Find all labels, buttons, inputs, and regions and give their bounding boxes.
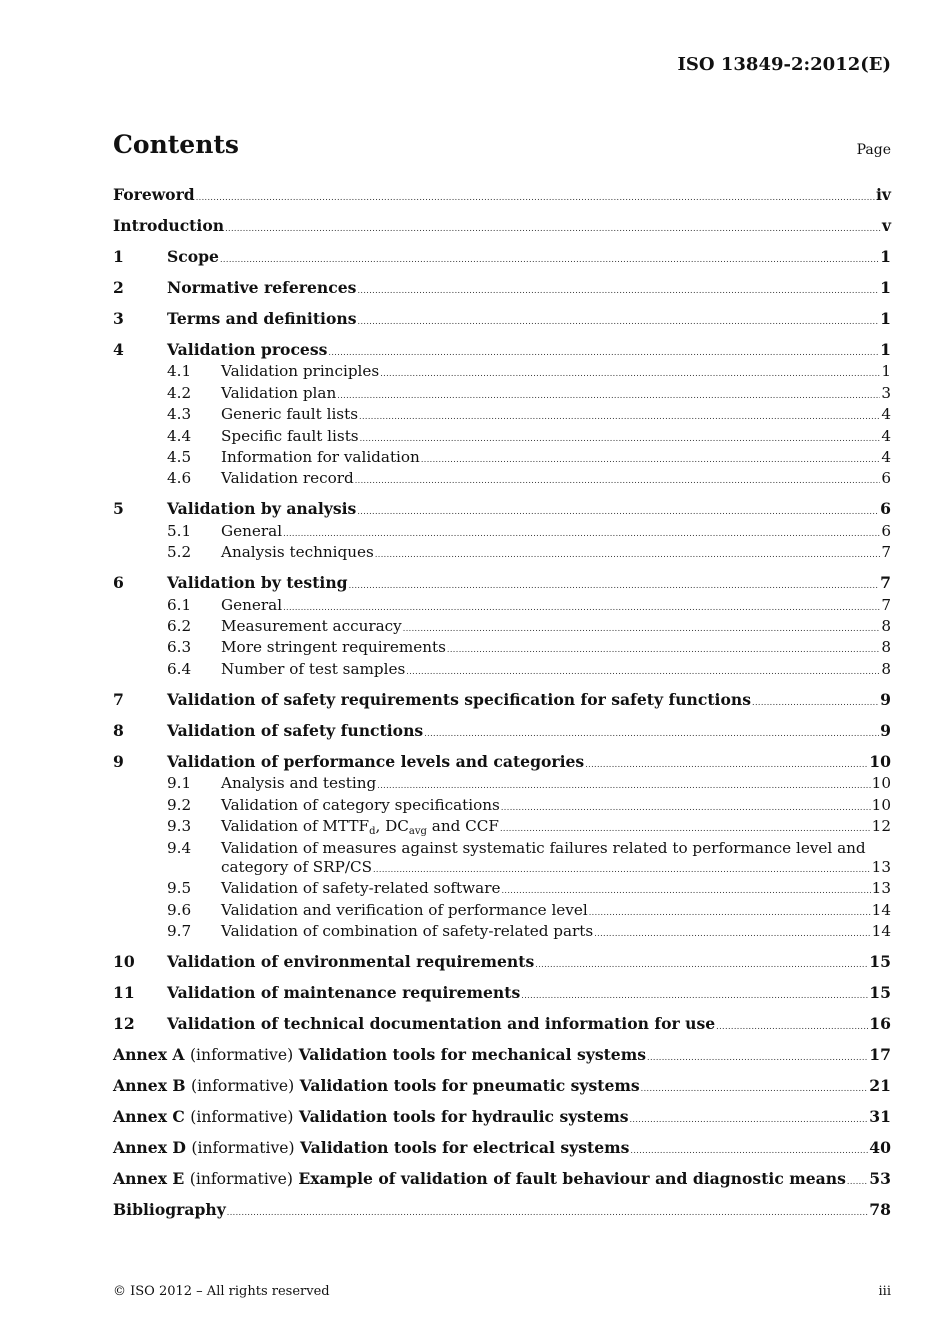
toc-entry-9-4[interactable]: 9.4 Validation of measures against systematic failures related to performance level and category of SRP/CS ..... 13 xyxy=(113,839,891,880)
page-number: iii xyxy=(878,1284,891,1299)
toc-entry-6-1[interactable]: 6.1 General ..... 7 xyxy=(113,596,891,617)
dot-leader xyxy=(375,545,881,564)
dot-leader xyxy=(380,364,880,383)
toc-entry-3[interactable]: 3 Terms and definitions ..... 1 xyxy=(113,309,891,331)
dot-leader xyxy=(355,471,881,490)
dot-leader xyxy=(752,693,879,712)
dot-leader xyxy=(403,619,881,638)
dot-leader xyxy=(501,798,871,817)
toc-entry-9-5[interactable]: 9.5 Validation of safety-related software ..... 13 xyxy=(113,879,891,900)
dot-leader xyxy=(594,924,870,943)
toc-entry-4-2[interactable]: 4.2 Validation plan ..... 3 xyxy=(113,384,891,405)
dot-leader xyxy=(359,407,880,426)
dot-leader xyxy=(357,502,879,521)
dot-leader xyxy=(447,640,880,659)
dot-leader xyxy=(283,524,880,543)
toc-entry-1[interactable]: 1 Scope ..... 1 xyxy=(113,247,891,269)
toc-entry-annex-a[interactable]: Annex A (informative) Validation tools for mechanical systems ..... 17 xyxy=(113,1045,891,1067)
dot-leader xyxy=(500,819,871,838)
toc-entry-9-7[interactable]: 9.7 Validation of combination of safety-related parts ..... 14 xyxy=(113,922,891,943)
table-of-contents xyxy=(113,185,891,1223)
toc-entry-6[interactable]: 6 Validation by testing ..... 7 xyxy=(113,573,891,595)
dot-leader xyxy=(227,1203,869,1222)
toc-entry-9-1[interactable]: 9.1 Analysis and testing ..... 10 xyxy=(113,774,891,795)
dot-leader xyxy=(358,312,880,331)
dot-leader xyxy=(424,724,879,743)
dot-leader xyxy=(225,219,881,238)
toc-entry-5-1[interactable]: 5.1 General ..... 6 xyxy=(113,522,891,543)
dot-leader xyxy=(630,1141,868,1160)
dot-leader xyxy=(349,576,880,595)
toc-entry-9-3[interactable]: 9.3 Validation of $MTTF_d$, $DC_{avg}$ and CCF ..... 12 xyxy=(113,817,891,838)
toc-entry-2[interactable]: 2 Normative references ..... 1 xyxy=(113,278,891,300)
toc-entry-4-5[interactable]: 4.5 Information for validation ..... 4 xyxy=(113,448,891,469)
toc-entry-annex-d[interactable]: Annex D (informative) Validation tools for electrical systems ..... 40 xyxy=(113,1138,891,1160)
toc-entry-9-2[interactable]: 9.2 Validation of category specifications ..... 10 xyxy=(113,796,891,817)
dot-leader xyxy=(220,250,879,269)
dot-leader xyxy=(716,1017,868,1036)
toc-entry-9-6[interactable]: 9.6 Validation and verification of performance level ..... 14 xyxy=(113,901,891,922)
toc-entry-6-2[interactable]: 6.2 Measurement accuracy ..... 8 xyxy=(113,617,891,638)
page-title: Contents xyxy=(113,130,240,159)
dot-leader xyxy=(535,955,868,974)
dot-leader xyxy=(629,1110,868,1129)
toc-entry-9[interactable]: 9 Validation of performance levels and categories ..... 10 xyxy=(113,752,891,774)
dot-leader xyxy=(521,986,868,1005)
dot-leader xyxy=(641,1079,869,1098)
dot-leader xyxy=(357,281,879,300)
toc-entry-7[interactable]: 7 Validation of safety requirements specification for safety functions ..... 9 xyxy=(113,690,891,712)
dot-leader xyxy=(196,188,875,207)
document-id: ISO 13849-2:2012(E) xyxy=(677,54,891,75)
toc-entry-introduction[interactable]: Introduction ..... v xyxy=(113,216,891,238)
dot-leader xyxy=(377,776,870,795)
dot-leader xyxy=(847,1172,868,1191)
toc-entry-foreword[interactable]: Foreword ..... iv xyxy=(113,185,891,207)
copyright-notice: © ISO 2012 – All rights reserved xyxy=(113,1284,330,1299)
toc-entry-5[interactable]: 5 Validation by analysis ..... 6 xyxy=(113,499,891,521)
toc-entry-4[interactable]: 4 Validation process ..... 1 xyxy=(113,340,891,362)
toc-entry-4-3[interactable]: 4.3 Generic fault lists ..... 4 xyxy=(113,405,891,426)
toc-entry-4-6[interactable]: 4.6 Validation record ..... 6 xyxy=(113,469,891,490)
dot-leader xyxy=(501,881,870,900)
page-column-label: Page xyxy=(856,142,891,158)
dot-leader xyxy=(337,386,880,405)
toc-entry-11[interactable]: 11 Validation of maintenance requirements ..... 15 xyxy=(113,983,891,1005)
dot-leader xyxy=(373,860,871,879)
toc-entry-6-3[interactable]: 6.3 More stringent requirements ..... 8 xyxy=(113,638,891,659)
toc-entry-annex-c[interactable]: Annex C (informative) Validation tools for hydraulic systems ..... 31 xyxy=(113,1107,891,1129)
toc-entry-4-1[interactable]: 4.1 Validation principles ..... 1 xyxy=(113,362,891,383)
dot-leader xyxy=(283,598,880,617)
dot-leader xyxy=(360,429,881,448)
toc-entry-8[interactable]: 8 Validation of safety functions ..... 9 xyxy=(113,721,891,743)
dot-leader xyxy=(328,343,879,362)
toc-entry-bibliography[interactable]: Bibliography ..... 78 xyxy=(113,1200,891,1222)
dot-leader xyxy=(585,755,868,774)
dot-leader xyxy=(647,1048,868,1067)
toc-entry-5-2[interactable]: 5.2 Analysis techniques ..... 7 xyxy=(113,543,891,564)
toc-entry-12[interactable]: 12 Validation of technical documentation and information for use ..... 16 xyxy=(113,1014,891,1036)
dot-leader xyxy=(421,450,880,469)
dot-leader xyxy=(589,903,871,922)
toc-entry-10[interactable]: 10 Validation of environmental requirements ..... 15 xyxy=(113,952,891,974)
toc-entry-annex-b[interactable]: Annex B (informative) Validation tools for pneumatic systems ..... 21 xyxy=(113,1076,891,1098)
toc-entry-6-4[interactable]: 6.4 Number of test samples ..... 8 xyxy=(113,660,891,681)
toc-entry-4-4[interactable]: 4.4 Specific fault lists ..... 4 xyxy=(113,427,891,448)
dot-leader xyxy=(406,662,880,681)
toc-entry-annex-e[interactable]: Annex E (informative) Example of validation of fault behaviour and diagnostic means ..... 53 xyxy=(113,1169,891,1191)
